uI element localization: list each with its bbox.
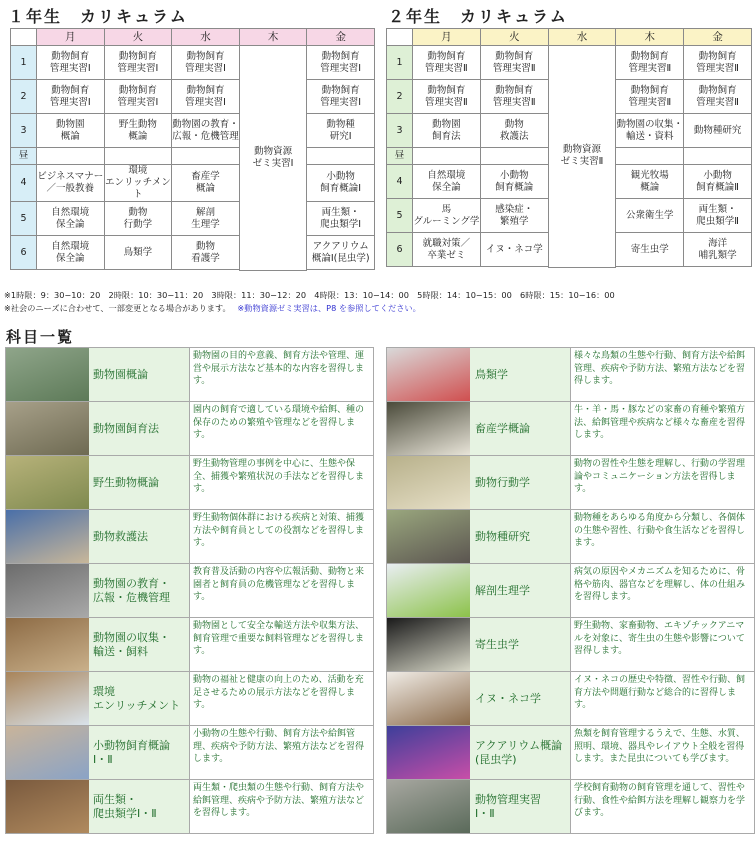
course-row	[5, 347, 374, 402]
period-times-note: ※1時限：9：30−10：20 2時限：10：30−11：20 3時限：11：30−12：20 4時限：13：10−14：00 5時限：14：10−15：00 6時限：15：10−16：00	[4, 290, 615, 300]
wooden-playground-photo	[6, 672, 89, 725]
period-label: 4	[11, 165, 37, 202]
course-row	[386, 780, 755, 834]
class-cell: 動物飼育 管理実習Ⅰ	[104, 80, 172, 114]
period-label: 3	[387, 114, 413, 148]
course-description: 両生類・爬虫類の生態や行動、飼育方法や給餌管理、疾病や予防方法、繁殖方法などを習得します。	[189, 780, 373, 833]
course-name: 両生類・ 爬虫類学Ⅰ・Ⅱ	[89, 780, 189, 833]
class-cell: 動物園の教育・ 広報・危機管理	[172, 114, 240, 148]
corner-cell	[387, 29, 413, 46]
class-cell: 小動物 飼育概論	[480, 165, 548, 199]
class-cell: イヌ・ネコ学	[480, 233, 548, 267]
period-label: 6	[11, 236, 37, 270]
course-row	[386, 618, 755, 672]
course-list-title: 科目一覧	[6, 328, 75, 346]
deer-enclosure-photo	[6, 402, 89, 455]
course-description: 園内の飼育で適している環境や給餌、種の保存のための繁殖や管理などを習得します。	[189, 402, 373, 455]
animal-care-photo	[387, 780, 470, 833]
course-description: 動物種をあらゆる角度から分類し、各個体の生態や習性、行動や食生活などを習得します。	[570, 510, 754, 563]
period-label: 1	[11, 46, 37, 80]
course-description: 魚類を飼育管理するうえで、生態、水質、照明、環境、器具やレイアウト全般を習得します。また昆虫についても学びます。	[570, 726, 754, 779]
class-cell: 環境 エンリッチメント	[105, 165, 171, 200]
zebra-photo	[6, 456, 89, 509]
year2-timetable	[386, 28, 752, 268]
year1-timetable	[10, 28, 375, 271]
noon-cell	[104, 148, 172, 165]
period-label: 4	[387, 165, 413, 199]
aquarium-photo	[387, 726, 470, 779]
class-cell: 寄生虫学	[616, 233, 684, 267]
course-description: 教育普及活動の内容や広報活動、動物と来園者と飼育員の危機管理などを習得します。	[189, 564, 373, 617]
course-list-right	[386, 347, 755, 834]
dog-photo	[387, 456, 470, 509]
class-cell: 動物 行動学	[104, 202, 172, 236]
thursday-seminar-cell: 動物資源 ゼミ実習Ⅰ	[239, 46, 307, 271]
day-header: 水	[172, 29, 240, 46]
course-row	[5, 726, 374, 780]
class-cell: 両生類・ 爬虫類学Ⅰ	[307, 202, 375, 236]
class-cell: ビジネスマナー ／一般教養	[37, 165, 105, 202]
noon-cell	[616, 148, 684, 165]
class-cell: アクアリウム 概論Ⅰ(昆虫学)	[307, 236, 375, 270]
class-cell: 動物飼育 管理実習Ⅰ	[172, 80, 240, 114]
noon-cell	[413, 148, 481, 165]
class-cell: 動物種 研究Ⅰ	[307, 114, 375, 148]
course-row	[386, 726, 755, 780]
course-row	[386, 510, 755, 564]
course-row	[386, 402, 755, 456]
transport-crates-photo	[6, 618, 89, 671]
course-description: 野生動物個体群における疾病と対策、捕獲方法や飼育員としての役割などを習得します。	[189, 510, 373, 563]
class-cell: 海洋 哺乳類学	[684, 233, 752, 267]
course-list-left	[5, 347, 374, 834]
class-cell: 観光牧場 概論	[616, 165, 684, 199]
course-row	[386, 456, 755, 510]
course-description: 動物の習性や生態を理解し、行動の学習理論やコミュニケーション方法を習得します。	[570, 456, 754, 509]
class-cell: 動物飼育 管理実習Ⅱ	[413, 46, 481, 80]
class-cell: 動物飼育 管理実習Ⅱ	[413, 80, 481, 114]
seminar-note: ※動物資源ゼミ実習は、P8 を参照してください。	[237, 303, 421, 313]
course-name: 小動物飼育概論 Ⅰ・Ⅱ	[89, 726, 189, 779]
day-header: 金	[684, 29, 752, 46]
class-cell: 動物飼育 管理実習Ⅱ	[616, 80, 684, 114]
course-description: 牛・羊・馬・豚などの家畜の育種や繁殖方法、給餌管理や疾病など様々な畜産を習得します。	[570, 402, 754, 455]
course-description: 野生動物管理の事例を中心に、生態や保全、捕獲や繁殖状況の手法などを習得します。	[189, 456, 373, 509]
change-note: ※社会のニーズに合わせて、一部変更となる場合があります。	[4, 303, 227, 313]
course-name: 野生動物概論	[89, 456, 189, 509]
class-cell: 動物園の収集・ 輸送・資料	[616, 114, 684, 148]
course-row	[5, 402, 374, 456]
period-label: 1	[387, 46, 413, 80]
noon-cell	[37, 148, 105, 165]
period-label: 2	[11, 80, 37, 114]
course-row	[5, 780, 374, 834]
course-name: 鳥類学	[470, 348, 570, 401]
course-row	[386, 564, 755, 618]
year2-title: ２年生 カリキュラム	[388, 7, 568, 26]
course-name: 動物園飼育法	[89, 402, 189, 455]
period-label: 5	[11, 202, 37, 236]
day-header: 木	[616, 29, 684, 46]
hippo-photo	[387, 510, 470, 563]
day-header: 月	[413, 29, 481, 46]
day-header: 水	[548, 29, 616, 46]
cage-fence-photo	[6, 564, 89, 617]
class-cell: 鳥類学	[104, 236, 172, 270]
course-name: イヌ・ネコ学	[470, 672, 570, 725]
class-cell: 動物飼育 管理実習Ⅰ	[307, 80, 375, 114]
course-name: 動物管理実習 Ⅰ・Ⅱ	[470, 780, 570, 833]
course-name: 動物園の教育・ 広報・危機管理	[89, 564, 189, 617]
noon-cell	[172, 148, 240, 165]
course-row	[5, 456, 374, 510]
period-label: 3	[11, 114, 37, 148]
tortoise-photo	[6, 780, 89, 833]
cat-photo	[387, 672, 470, 725]
class-cell: 動物飼育 管理実習Ⅱ	[616, 46, 684, 80]
class-cell: 両生類・ 爬虫類学Ⅱ	[684, 199, 752, 233]
course-description: 病気の原因やメカニズムを知るために、骨格や筋肉、器官などを理解し、体の仕組みを習得します。	[570, 564, 754, 617]
class-cell: 野生動物 概論	[104, 114, 172, 148]
course-name: 動物園の収集・ 輸送・飼料	[89, 618, 189, 671]
period-label: 5	[387, 199, 413, 233]
parrot-photo	[387, 348, 470, 401]
parasite-photo	[387, 618, 470, 671]
class-cell: 小動物 飼育概論Ⅱ	[684, 165, 752, 199]
class-cell: 動物 看護学	[172, 236, 240, 270]
course-description: 動物の福祉と健康の向上のため、活動を充足させるための展示方法などを習得します。	[189, 672, 373, 725]
course-description: 様々な鳥類の生態や行動、飼育方法や給餌管理、疾病や予防方法、繁殖方法などを習得します。	[570, 348, 754, 401]
class-cell: 自然環境 保全論	[413, 165, 481, 199]
corner-cell	[11, 29, 37, 46]
class-cell: 自然環境 保全論	[37, 236, 105, 270]
class-cell: 動物飼育 管理実習Ⅱ	[480, 80, 548, 114]
course-name: 動物行動学	[470, 456, 570, 509]
rabbit-handling-photo	[6, 510, 89, 563]
class-cell: 動物飼育 管理実習Ⅱ	[480, 46, 548, 80]
class-cell: 動物 救護法	[480, 114, 548, 148]
course-name: 環境 エンリッチメント	[89, 672, 189, 725]
course-name: 動物種研究	[470, 510, 570, 563]
class-cell: 動物飼育 管理実習Ⅰ	[172, 46, 240, 80]
day-header: 金	[307, 29, 375, 46]
course-row	[386, 672, 755, 726]
class-cell: 動物園 飼育法	[413, 114, 481, 148]
course-description: 動物園の目的や意義、飼育方法や管理、運営や展示方法など基本的な内容を習得します。	[189, 348, 373, 401]
class-cell: 動物飼育 管理実習Ⅰ	[104, 46, 172, 80]
course-description: 学校飼育動物の飼育管理を通して、習性や行動、食性や給餌方法を理解し観察力を学びます。	[570, 780, 754, 833]
anatomy-sheet-photo	[387, 564, 470, 617]
noon-label: 昼	[11, 148, 37, 165]
noon-cell	[480, 148, 548, 165]
noon-cell	[684, 148, 752, 165]
class-cell: 小動物 飼育概論Ⅰ	[307, 165, 375, 202]
course-description: 動物園として安全な輸送方法や収集方法、飼育管理で重要な飼料管理などを習得します。	[189, 618, 373, 671]
course-name: 解剖生理学	[470, 564, 570, 617]
course-row	[5, 564, 374, 618]
course-row	[386, 347, 755, 402]
course-row	[5, 672, 374, 726]
course-name: 動物園概論	[89, 348, 189, 401]
course-description: 小動物の生態や行動、飼育方法や給餌管理、疾病や予防方法、繁殖方法などを習得します。	[189, 726, 373, 779]
year1-title: １年生 カリキュラム	[8, 7, 188, 26]
course-row	[5, 510, 374, 564]
day-header: 火	[104, 29, 172, 46]
class-cell: 動物園 概論	[37, 114, 105, 148]
class-cell: 動物飼育 管理実習Ⅱ	[684, 80, 752, 114]
class-cell: 就職対策／ 卒業ゼミ	[413, 233, 481, 267]
period-label: 6	[387, 233, 413, 267]
course-row	[5, 618, 374, 672]
class-cell: 解剖 生理学	[172, 202, 240, 236]
notes-line	[4, 303, 421, 314]
class-cell: 自然環境 保全論	[37, 202, 105, 236]
course-name: 畜産学概論	[470, 402, 570, 455]
zoo-path-photo	[6, 348, 89, 401]
noon-cell	[307, 148, 375, 165]
sheep-photo	[387, 402, 470, 455]
day-header: 木	[239, 29, 307, 46]
class-cell: 畜産学 概論	[172, 165, 240, 202]
rabbit-photo	[6, 726, 89, 779]
class-cell: 動物飼育 管理実習Ⅰ	[37, 80, 105, 114]
course-description: イヌ・ネコの歴史や特徴、習性や行動、飼育方法や問題行動など総合的に習得します。	[570, 672, 754, 725]
class-cell: 馬 グルーミング学	[413, 199, 481, 233]
day-header: 月	[37, 29, 105, 46]
course-name: 動物救護法	[89, 510, 189, 563]
class-cell: 動物飼育 管理実習Ⅰ	[37, 46, 105, 80]
wednesday-seminar-cell: 動物資源 ゼミ実習Ⅱ	[548, 46, 616, 268]
noon-label: 昼	[387, 148, 413, 165]
day-header: 火	[480, 29, 548, 46]
period-label: 2	[387, 80, 413, 114]
class-cell: 動物飼育 管理実習Ⅱ	[684, 46, 752, 80]
class-cell: 動物飼育 管理実習Ⅰ	[307, 46, 375, 80]
course-name: 寄生虫学	[470, 618, 570, 671]
class-cell: 感染症・ 繁殖学	[480, 199, 548, 233]
class-cell: 公衆衛生学	[616, 199, 684, 233]
course-description: 野生動物、家畜動物、エキゾチックアニマルを対象に、寄生虫の生態や影響について習得します。	[570, 618, 754, 671]
course-name: アクアリウム概論 (昆虫学)	[470, 726, 570, 779]
class-cell: 動物種研究	[684, 114, 752, 148]
